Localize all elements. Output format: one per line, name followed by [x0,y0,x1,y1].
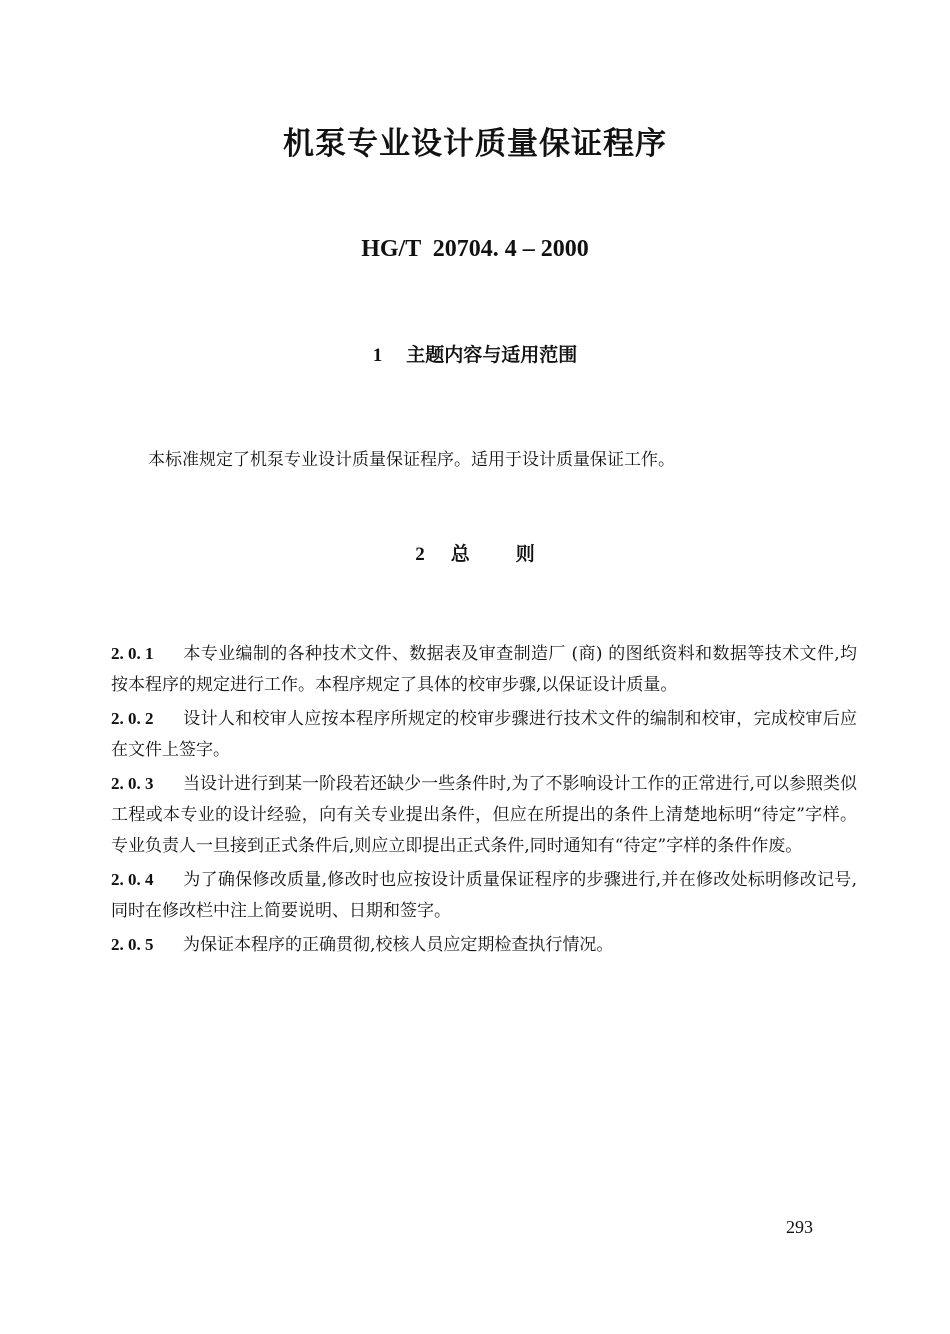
clause-text: 当设计进行到某一阶段若还缺少一些条件时,为了不影响设计工作的正常进行,可以参照类似工程或本专业的设计经验，向有关专业提出条件，但应在所提出的条件上清楚地标明“待定”字样。专业负责人一旦接到正式条件后,则应立即提出正式条件,同时通知有“待定”字样的条件作废。 [111,774,857,856]
clause-text: 本专业编制的各种技术文件、数据表及审查制造厂 (商) 的图纸资料和数据等技术文件,均按本程序的规定进行工作。本程序规定了具体的校审步骤,以保证设计质量。 [111,644,857,695]
clause-number: 2. 0. 1 [111,644,154,663]
clause-text: 为了确保修改质量,修改时也应按设计质量保证程序的步骤进行,并在修改处标明修改记号,同时在修改栏中注上简要说明、日期和签字。 [111,870,857,921]
clause-number: 2. 0. 5 [111,935,154,954]
clause-number: 2. 0. 3 [111,774,154,793]
section-1-text: 本标准规定了机泵专业设计质量保证程序。适用于设计质量保证工作。 [148,450,675,470]
clause-number: 2. 0. 2 [111,709,154,728]
standard-code: HG/T 20704. 4 – 2000 [361,236,589,262]
clause-2-0-1 [111,638,857,701]
document-title: 机泵专业设计质量保证程序 [283,126,667,162]
section-2-clauses [111,638,857,963]
clause-2-0-5 [111,929,857,961]
clause-number: 2. 0. 4 [111,870,154,889]
clause-2-0-4 [111,864,857,927]
clause-text: 设计人和校审人应按本程序所规定的校审步骤进行技术文件的编制和校审，完成校审后应在文件上签字。 [111,709,857,760]
section-2-title: 总则 [450,543,581,565]
clause-2-0-3 [111,768,857,862]
section-1-title: 主题内容与适用范围 [406,344,578,366]
clause-text: 为保证本程序的正确贯彻,校核人员应定期检查执行情况。 [183,935,614,955]
section-2-heading [0,541,950,568]
section-2-number: 2 [415,544,425,565]
section-1-number: 1 [372,345,383,366]
section-1-heading [0,342,950,369]
clause-2-0-2 [111,703,857,766]
page-number: 293 [786,1217,813,1237]
